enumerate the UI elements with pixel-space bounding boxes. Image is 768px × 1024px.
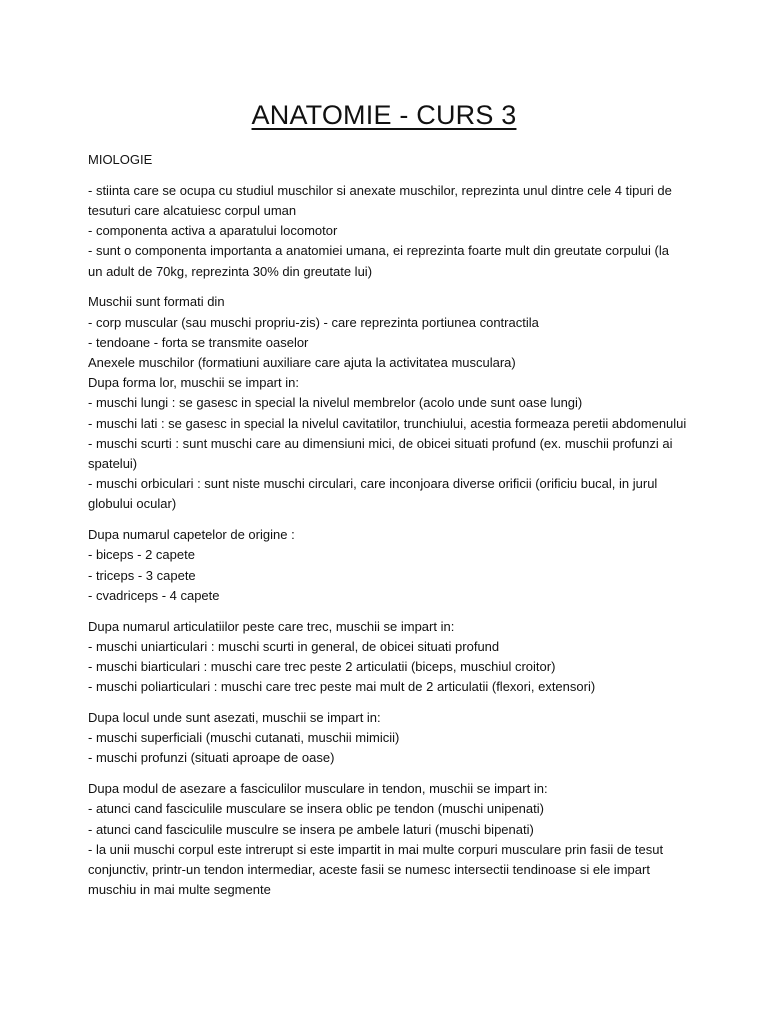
- text-line: - muschi lati : se gasesc in special la nivelul cavitatilor, trunchiului, acestia formeaza peretii abdomenului: [88, 415, 687, 431]
- text-line: - componenta activa a aparatului locomotor: [88, 223, 338, 239]
- text-line: MIOLOGIE: [88, 152, 153, 167]
- text-line: - muschi poliarticulari : muschi care trec peste mai mult de 2 articulatii (flexori, extensori): [88, 679, 596, 695]
- text-line: - biceps - 2 capete: [88, 547, 195, 563]
- text-line: - atunci cand fasciculile musculre se insera pe ambele laturi (muschi bipenati): [88, 821, 534, 837]
- text-line: - muschi lungi : se gasesc in special la nivelul membrelor (acolo unde sunt oase lungi): [88, 395, 583, 411]
- text-line: - la unii muschi corpul este intrerupt si este impartit in mai multe corpuri musculare prin fasii de tesut: [88, 841, 664, 857]
- document-body: [88, 150, 688, 911]
- paragraph-definition: [88, 181, 688, 282]
- text-line: - triceps - 3 capete: [88, 567, 196, 583]
- paragraph-fascicles: [88, 779, 688, 900]
- paragraph-heads: [88, 525, 688, 606]
- text-line: globului ocular): [88, 496, 177, 512]
- text-line: Dupa numarul articulatiilor peste care trec, muschii se impart in:: [88, 618, 455, 634]
- text-line: - muschi superficiali (muschi cutanati, muschii mimicii): [88, 730, 400, 746]
- text-line: conjunctiv, printr-un tendon intermediar, aceste fasii se numesc intersectii tendinoase si ele impart: [88, 862, 650, 878]
- paragraph-location: [88, 708, 688, 769]
- text-line: Dupa locul unde sunt asezati, muschii se impart in:: [88, 710, 381, 726]
- text-line: - sunt o componenta importanta a anatomiei umana, ei reprezinta foarte mult din greutate corpului (la: [88, 243, 669, 259]
- text-line: - muschi biarticulari : muschi care trec peste 2 articulatii (biceps, muschiul croitor): [88, 659, 556, 675]
- paragraph-joints: [88, 617, 688, 698]
- text-line: Muschii sunt formati din: [88, 294, 225, 310]
- text-line: - corp muscular (sau muschi propriu-zis) - care reprezinta portiunea contractila: [88, 314, 539, 330]
- document-title: ANATOMIE - CURS 3: [251, 100, 517, 130]
- text-line: Dupa modul de asezare a fasciculilor musculare in tendon, muschii se impart in:: [88, 781, 548, 797]
- text-line: muschiu in mai multe segmente: [88, 882, 271, 898]
- text-line: - cvadriceps - 4 capete: [88, 587, 220, 603]
- text-line: - muschi orbiculari : sunt niste muschi circulari, care inconjoara diverse orificii (orificiu bucal, in jurul: [88, 476, 658, 492]
- text-line: - muschi uniarticulari : muschi scurti in general, de obicei situati profund: [88, 638, 500, 654]
- text-line: - atunci cand fasciculile musculare se insera oblic pe tendon (muschi unipenati): [88, 801, 544, 817]
- text-line: - muschi profunzi (situati aproape de oase): [88, 750, 335, 766]
- text-line: - muschi scurti : sunt muschi care au dimensiuni mici, de obicei situati profund (ex. muschii profunzi ai: [88, 435, 673, 451]
- text-line: spatelui): [88, 456, 138, 472]
- text-line: tesuturi care alcatuiesc corpul uman: [88, 203, 297, 218]
- section-miologie-heading: [88, 150, 688, 170]
- text-line: - tendoane - forta se transmite oaselor: [88, 334, 309, 350]
- text-line: Dupa forma lor, muschii se impart in:: [88, 375, 299, 391]
- text-line: Anexele muschilor (formatiuni auxiliare care ajuta la activitatea musculara): [88, 355, 516, 371]
- text-line: un adult de 70kg, reprezinta 30% din greutate lui): [88, 263, 373, 279]
- text-line: Dupa numarul capetelor de origine :: [88, 527, 295, 543]
- paragraph-structure: [88, 292, 688, 514]
- text-line: - stiinta care se ocupa cu studiul muschilor si anexate muschilor, reprezinta unul dintre cele 4 tipuri de: [88, 182, 672, 198]
